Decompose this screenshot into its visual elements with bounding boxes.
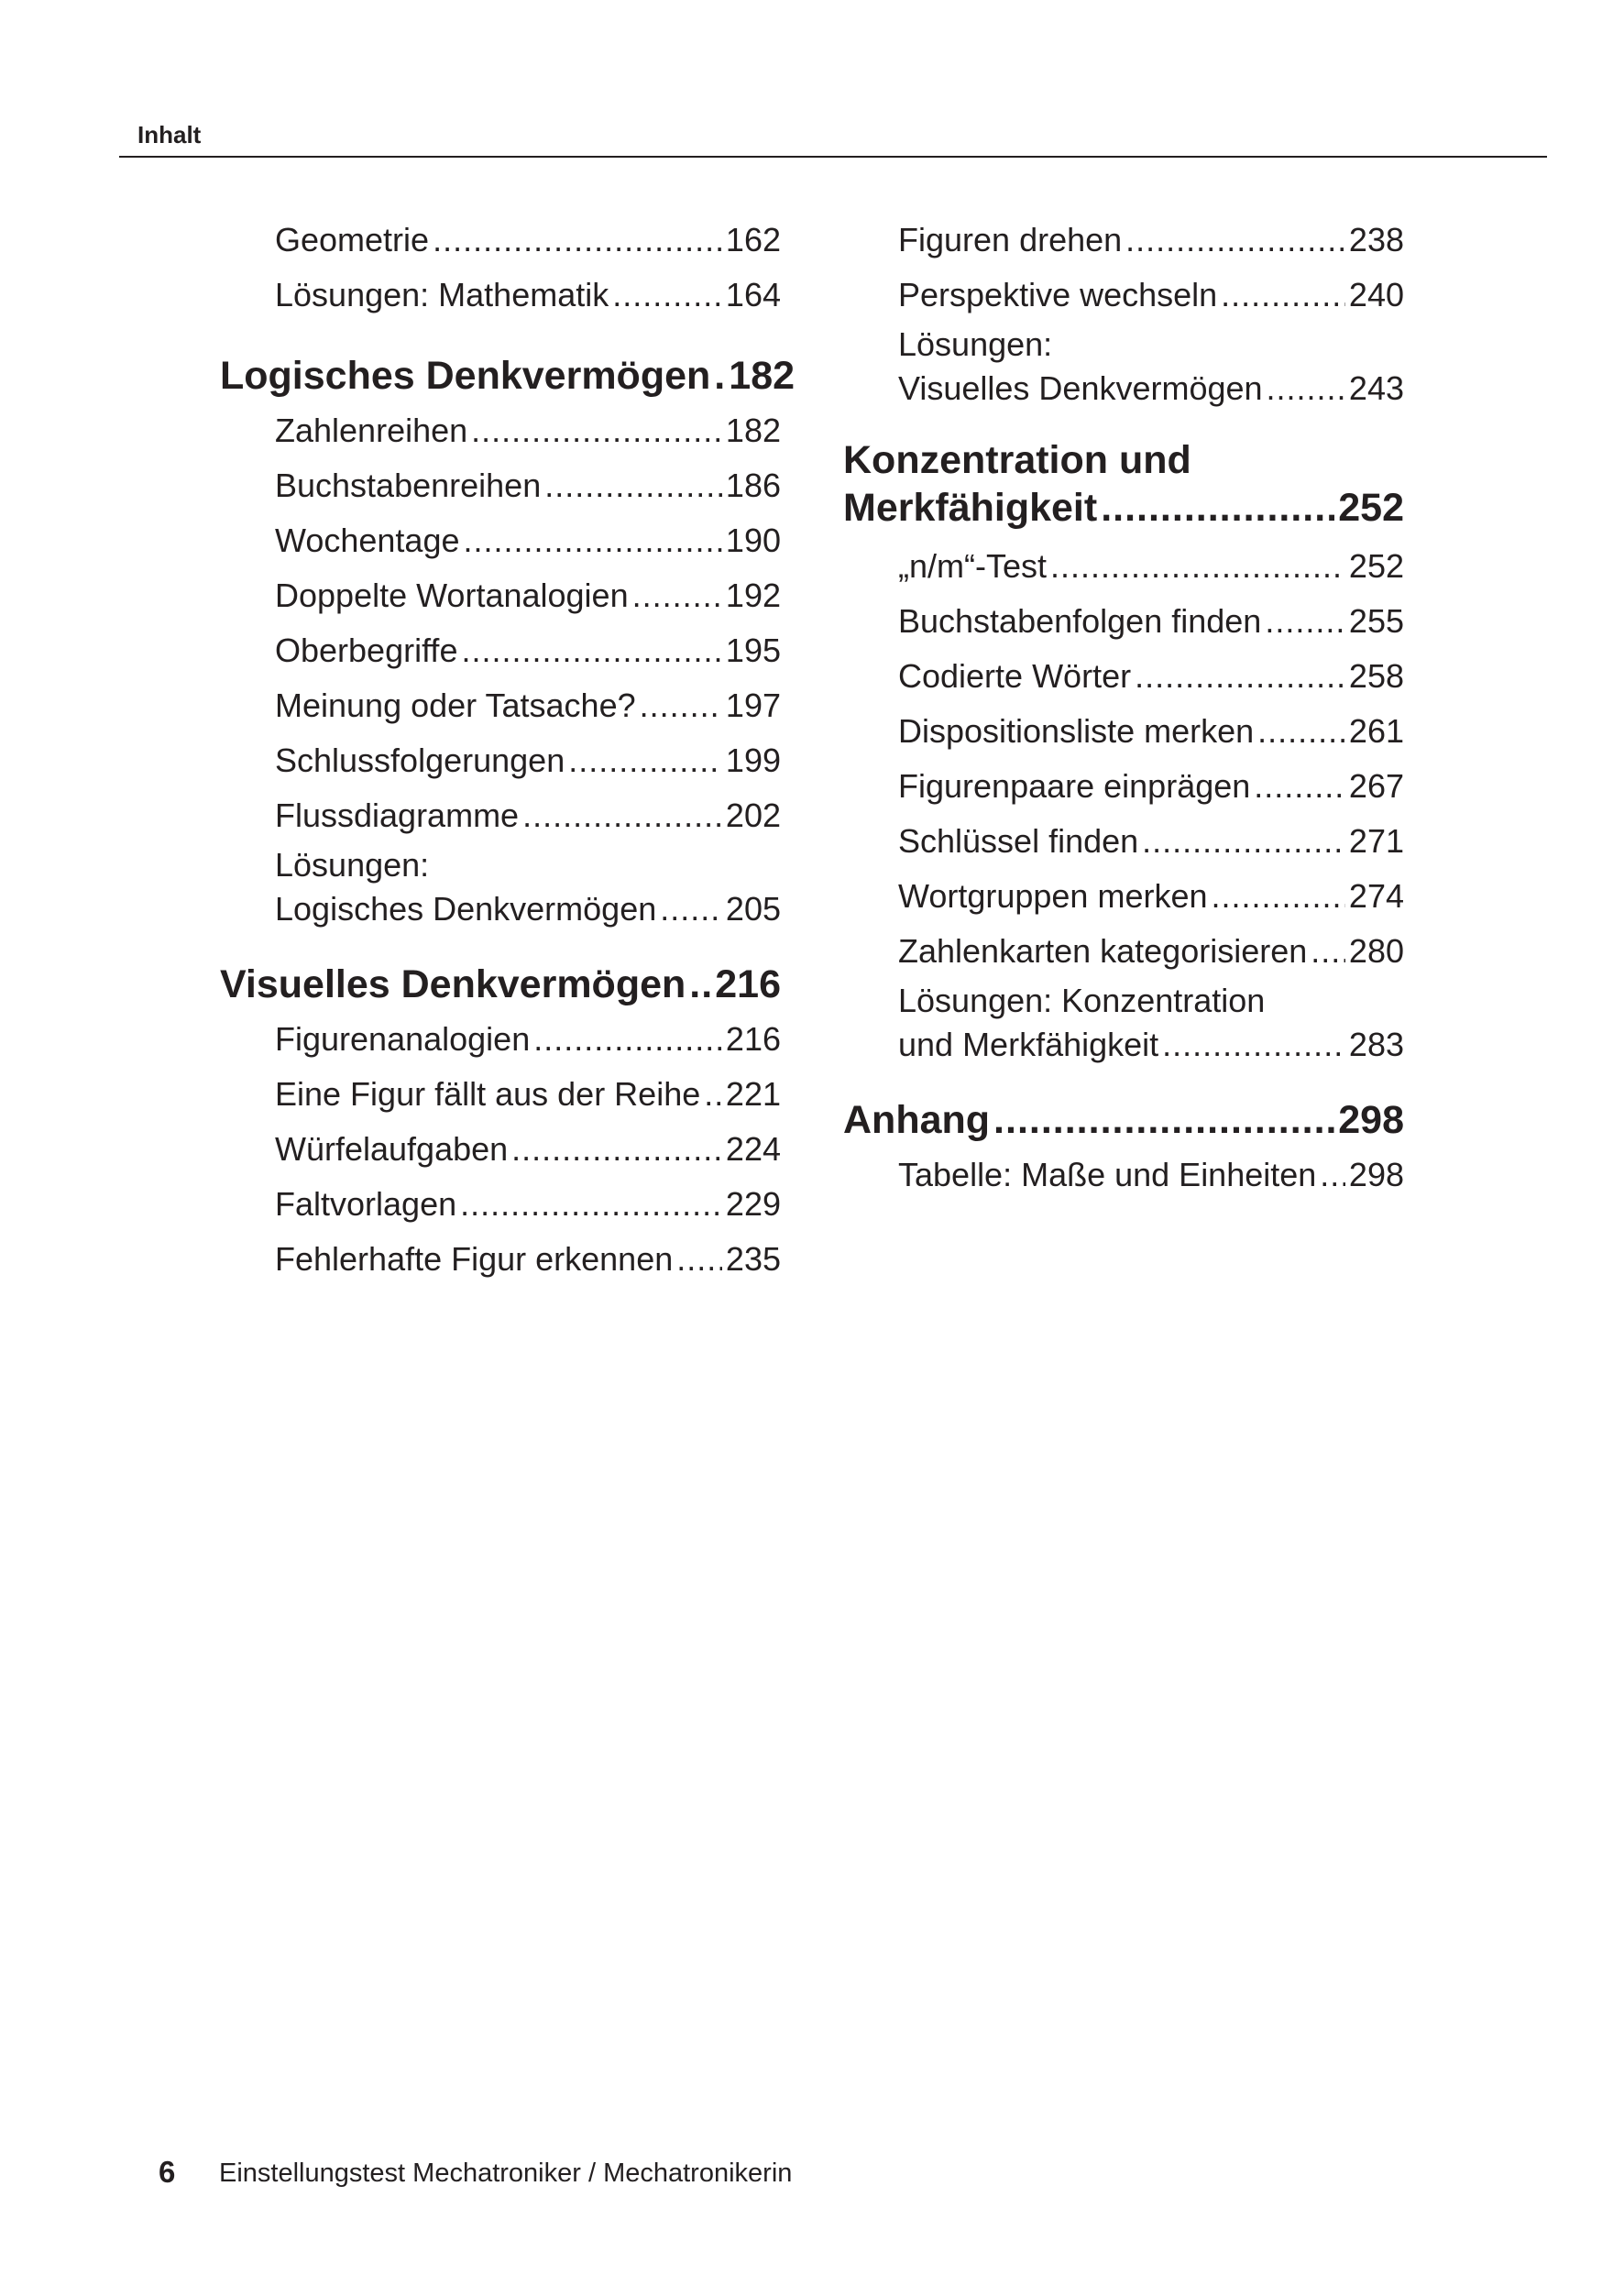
toc-entry-title: Figurenpaare einprägen [898, 767, 1251, 805]
toc-entry-page: 271 [1348, 822, 1404, 860]
toc-entry[interactable] [220, 678, 781, 733]
toc-entry-solutions[interactable] [843, 323, 1404, 411]
toc-entry-title: Wortgruppen merken [898, 877, 1208, 915]
toc-section-page: 252 [1338, 486, 1404, 530]
toc-right-column [843, 213, 1404, 1203]
toc-entry-title: Zahlenkarten kategorisieren [898, 932, 1308, 970]
toc-section-title: Visuelles Denkvermögen [220, 962, 686, 1006]
toc-section-page: 298 [1338, 1098, 1404, 1142]
dot-leader [1221, 268, 1345, 323]
toc-section-title: Logisches Denkvermögen [220, 354, 711, 398]
toc-section-heading[interactable] [220, 957, 781, 1012]
dot-leader [471, 403, 722, 458]
toc-entry-page: 274 [1348, 877, 1404, 915]
dot-leader [533, 1012, 722, 1067]
toc-entry[interactable] [220, 1122, 781, 1177]
dot-leader [1254, 759, 1345, 814]
toc-entry-solutions[interactable] [220, 843, 781, 931]
toc-entry[interactable] [843, 759, 1404, 814]
dot-leader [640, 678, 722, 733]
toc-entry-title: Flussdiagramme [275, 796, 520, 834]
toc-entry-page: 280 [1348, 932, 1404, 970]
footer-book-title: Einstellungstest Mechatroniker / Mechatronikerin [219, 2159, 793, 2188]
toc-entry-page: 199 [725, 742, 781, 779]
toc-section-page: 182 [729, 354, 796, 398]
toc-entry-page: 238 [1348, 221, 1404, 258]
toc-entry-page: 216 [725, 1020, 781, 1058]
toc-entry-page: 261 [1348, 712, 1404, 750]
dot-leader [612, 268, 722, 323]
toc-entry-solutions[interactable] [843, 979, 1404, 1067]
toc-entry-page: 162 [725, 221, 781, 258]
toc-entry[interactable] [843, 268, 1404, 323]
dot-leader [522, 788, 722, 843]
dot-leader [1162, 1023, 1345, 1067]
toc-entry-title: Figurenanalogien [275, 1020, 531, 1058]
dot-leader [704, 1067, 722, 1122]
toc-entry-title-line1: Lösungen: [275, 846, 430, 884]
toc-entry-title: Schlussfolgerungen [275, 742, 565, 779]
toc-section-heading[interactable] [843, 1093, 1404, 1148]
toc-entry[interactable] [220, 458, 781, 513]
toc-section-page: 216 [715, 962, 781, 1006]
toc-entry-title: Geometrie [275, 221, 430, 258]
toc-entry[interactable] [843, 704, 1404, 759]
header-rule [119, 156, 1547, 158]
toc-entry-page: 195 [725, 632, 781, 669]
toc-entry-title: Eine Figur fällt aus der Reihe [275, 1075, 701, 1113]
toc-entry-page: 192 [725, 577, 781, 614]
toc-entry[interactable] [843, 1148, 1404, 1203]
toc-entry[interactable] [220, 268, 781, 323]
toc-entry-title: Doppelte Wortanalogien [275, 577, 629, 614]
toc-entry-title: Buchstabenreihen [275, 467, 542, 504]
toc-entry-title: Lösungen: Mathematik [275, 276, 609, 313]
toc-entry-title: Fehlerhafte Figur erkennen [275, 1240, 674, 1278]
toc-section-title-line2: Merkfähigkeit [843, 486, 1098, 530]
toc-entry[interactable] [220, 568, 781, 623]
toc-entry[interactable] [220, 788, 781, 843]
toc-entry-title: Wochentage [275, 522, 460, 559]
toc-entry-page: 267 [1348, 767, 1404, 805]
toc-section-heading[interactable] [843, 436, 1404, 532]
dot-leader [1265, 594, 1345, 649]
toc-entry[interactable] [220, 1232, 781, 1287]
toc-section-title-line1: Konzentration und [843, 438, 1191, 482]
toc-entry-page: 298 [1348, 1156, 1404, 1193]
dot-leader [460, 1177, 722, 1232]
dot-leader [689, 957, 711, 1012]
toc-entry-page: 190 [725, 522, 781, 559]
toc-entry-title: Zahlenreihen [275, 412, 468, 449]
toc-left-column [220, 213, 796, 1287]
toc-entry-title: Perspektive wechseln [898, 276, 1218, 313]
toc-entry-title: Faltvorlagen [275, 1185, 457, 1223]
toc-entry[interactable] [220, 733, 781, 788]
toc-entry[interactable] [843, 814, 1404, 869]
running-head: Inhalt [137, 121, 202, 148]
toc-entry[interactable] [843, 539, 1404, 594]
toc-entry-line2 [275, 887, 781, 931]
dot-leader [1311, 924, 1345, 979]
dot-leader [1257, 704, 1345, 759]
toc-section-title: Anhang [843, 1098, 991, 1142]
toc-entry-title: Oberbegriffe [275, 632, 458, 669]
dot-leader [1142, 814, 1345, 869]
toc-section-heading[interactable] [220, 348, 796, 403]
toc-entry-line2 [898, 1023, 1404, 1067]
toc-entry-page: 224 [725, 1130, 781, 1168]
toc-entry-title-line2: Logisches Denkvermögen [275, 890, 657, 928]
toc-entry[interactable] [843, 213, 1404, 268]
toc-entry-page: 186 [725, 467, 781, 504]
dot-leader [1050, 539, 1345, 594]
toc-entry-page: 221 [725, 1075, 781, 1113]
toc-entry-title: Schlüssel finden [898, 822, 1139, 860]
toc-entry-page: 258 [1348, 657, 1404, 695]
dot-leader [1101, 484, 1334, 532]
dot-leader [1212, 869, 1345, 924]
toc-entry-title: „n/m“-Test [898, 547, 1047, 585]
toc-entry-page: 164 [725, 276, 781, 313]
dot-leader [1125, 213, 1345, 268]
toc-entry-title-line1: Lösungen: [898, 325, 1053, 363]
toc-entry[interactable] [220, 1177, 781, 1232]
dot-leader [1267, 367, 1345, 411]
toc-entry-page: 182 [725, 412, 781, 449]
toc-entry-page: 202 [725, 796, 781, 834]
toc-entry-title: Codierte Wörter [898, 657, 1132, 695]
toc-entry-page: 229 [725, 1185, 781, 1223]
toc-entry[interactable] [220, 403, 781, 458]
toc-entry-title: Tabelle: Maße und Einheiten [898, 1156, 1317, 1193]
toc-entry-title: Figuren drehen [898, 221, 1123, 258]
toc-entry-page: 205 [725, 890, 781, 928]
dot-leader [511, 1122, 722, 1177]
page-number: 6 [159, 2155, 176, 2189]
toc-entry-page: 252 [1348, 547, 1404, 585]
toc-entry-page: 255 [1348, 602, 1404, 640]
dot-leader [660, 887, 722, 931]
dot-leader [993, 1093, 1334, 1148]
toc-entry-page: 240 [1348, 276, 1404, 313]
toc-entry-title-line1: Lösungen: Konzentration [898, 982, 1266, 1019]
toc-entry-title: Buchstabenfolgen finden [898, 602, 1262, 640]
dot-leader [463, 513, 721, 568]
dot-leader [1320, 1148, 1345, 1203]
dot-leader [714, 348, 725, 403]
toc-entry-title-line2: und Merkfähigkeit [898, 1026, 1159, 1063]
toc-entry[interactable] [220, 1012, 781, 1067]
toc-entry[interactable] [220, 213, 781, 268]
toc-entry-page: 197 [725, 687, 781, 724]
dot-leader [632, 568, 722, 623]
toc-entry[interactable] [843, 924, 1404, 979]
dot-leader [544, 458, 722, 513]
toc-entry[interactable] [843, 869, 1404, 924]
dot-leader [433, 213, 722, 268]
dot-leader [568, 733, 722, 788]
toc-entry[interactable] [220, 1067, 781, 1122]
dot-leader [461, 623, 721, 678]
toc-entry-title: Würfelaufgaben [275, 1130, 509, 1168]
toc-entry-page: 235 [725, 1240, 781, 1278]
toc-entry-title-line2: Visuelles Denkvermögen [898, 369, 1263, 407]
toc-entry[interactable] [843, 649, 1404, 704]
toc-entry-line2 [898, 367, 1404, 411]
toc-entry-page: 243 [1348, 369, 1404, 407]
dot-leader [1135, 649, 1345, 704]
toc-entry-title: Dispositionsliste merken [898, 712, 1255, 750]
toc-entry[interactable] [843, 594, 1404, 649]
dot-leader [676, 1232, 722, 1287]
toc-entry[interactable] [220, 513, 781, 568]
toc-entry-title: Meinung oder Tatsache? [275, 687, 636, 724]
toc-entry[interactable] [220, 623, 781, 678]
toc-section-line2 [843, 484, 1404, 532]
toc-entry-page: 283 [1348, 1026, 1404, 1063]
